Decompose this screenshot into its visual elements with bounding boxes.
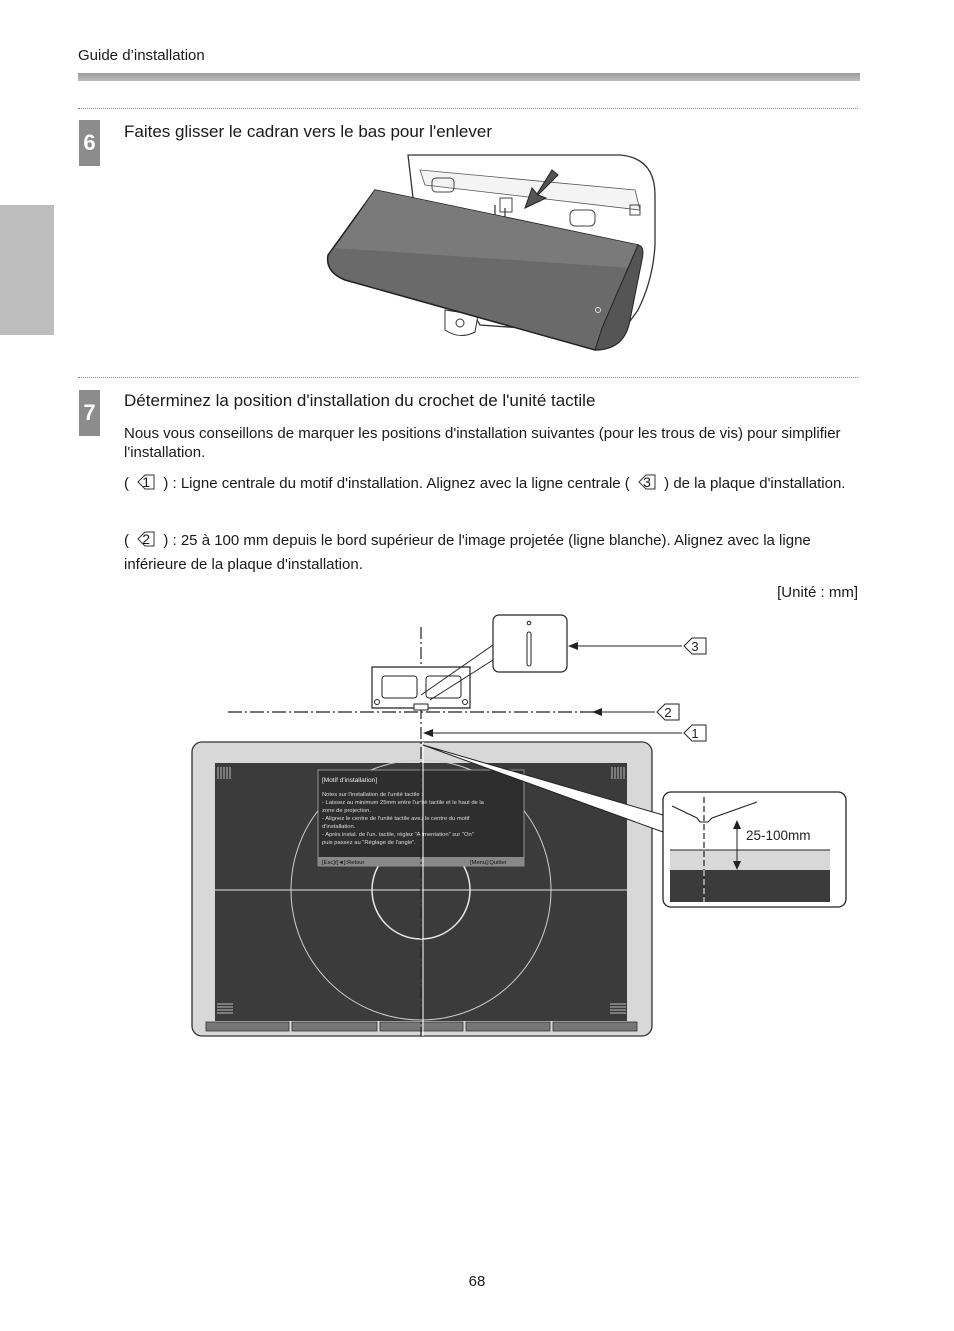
- osd-line: - Après instal. de l'un. tactile, réglez "Alimentation" sur "On": [322, 832, 474, 838]
- paren-open: (: [124, 532, 129, 549]
- step-7-badge: 7: [79, 390, 100, 436]
- step-6-badge: 6: [79, 120, 100, 166]
- osd-line: puis passez au "Réglage de l'angle".: [322, 840, 416, 846]
- paren-open: (: [124, 475, 129, 492]
- osd-line: - Laissez au minimum 25mm entre l'unité tactile et le haut de la: [322, 800, 484, 806]
- osd-line: d'installation.: [322, 824, 356, 830]
- item-1-text: ) : Ligne centrale du motif d'installation. Alignez avec la ligne centrale (: [163, 475, 630, 492]
- step-6-title: Faites glisser le cadran vers le bas pour l'enlever: [124, 122, 492, 141]
- callout-2: [657, 704, 679, 720]
- plate-detail-box: [493, 615, 567, 672]
- callout-3: [684, 638, 706, 654]
- osd-menu-title: [Motif d'installation]: [322, 777, 378, 784]
- item-1-text-end: ) de la plaque d'installation.: [664, 475, 846, 492]
- callout-number: 2: [142, 531, 151, 547]
- osd-footer-right: [Menu]:Quitter: [470, 860, 507, 866]
- osd-line: - Alignez le centre de l'unité tactile avec le centre du motif: [322, 816, 470, 822]
- item-2-text: ) : 25 à 100 mm depuis le bord supérieur de l'image projetée (ligne blanche). Alignez avec la ligne inférieure de la plaque d'installation.: [124, 532, 811, 573]
- callout-2-label: 2: [664, 705, 672, 720]
- header-title: Guide d’installation: [78, 47, 205, 64]
- step-7-intro: Nous vous conseillons de marquer les positions d'installation suivantes (pour les trous de vis) pour simplifier l'installation.: [124, 425, 841, 461]
- step-7-title: Déterminez la position d'installation du crochet de l'unité tactile: [124, 391, 596, 410]
- offset-label: 25-100mm: [746, 828, 811, 843]
- callout-1: [684, 725, 706, 741]
- page-number: 68: [468, 1273, 486, 1290]
- callout-3-label: 3: [691, 639, 699, 654]
- callout-number: 1: [142, 474, 151, 490]
- mounting-plate: [372, 667, 470, 708]
- osd-line: Notes sur l'installation de l'unité tactile :: [322, 792, 423, 798]
- osd-footer-left: [Esc]/[◄]:Retour: [322, 860, 365, 866]
- unit-label: [Unité : mm]: [777, 584, 858, 601]
- osd-line: zone de projection.: [322, 808, 371, 814]
- callout-number: 3: [643, 474, 651, 490]
- callout-1-label: 1: [691, 726, 699, 741]
